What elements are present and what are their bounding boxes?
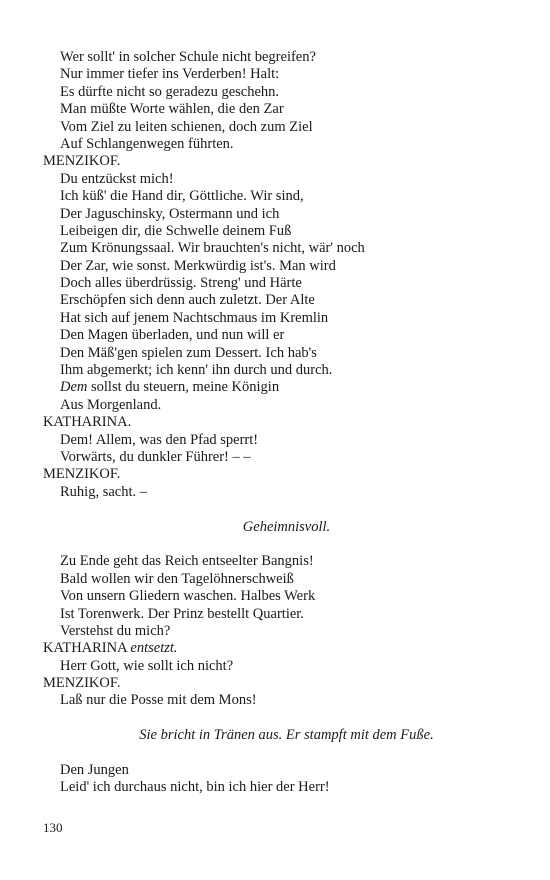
verse-line (43, 379, 513, 396)
speaker-name: KATHARINA. (43, 414, 132, 431)
drama-text (43, 49, 513, 797)
stage-direction: Sie bricht in Tränen aus. Er stampft mit dem Fuße. (139, 727, 434, 744)
verse-line: Den Jungen (60, 762, 129, 779)
verse-line: Bald wollen wir den Tagelöhnerschweiß (60, 570, 294, 587)
verse-line: Du entzückst mich! (60, 170, 174, 187)
verse-line: Leibeigen dir, die Schwelle deinem Fuß (60, 222, 292, 239)
verse-line: Vorwärts, du dunkler Führer! – – (60, 448, 251, 465)
speaker-name: MENZIKOF. (43, 153, 121, 170)
verse-line: Der Jaguschinsky, Ostermann und ich (60, 205, 280, 222)
verse-line: Zu Ende geht das Reich entseelter Bangnis! (60, 553, 314, 570)
verse-line: Ruhig, sacht. – (60, 483, 147, 500)
verse-line: Man müßte Worte wählen, die den Zar (60, 101, 284, 118)
stage-direction: Geheimnisvoll. (242, 518, 331, 535)
verse-line: Leid' ich durchaus nicht, bin ich hier der Herr! (60, 779, 330, 796)
verse-line: Der Zar, wie sonst. Merkwürdig ist's. Man wird (60, 257, 336, 274)
speaker-with-direction (43, 640, 513, 657)
blank-line (43, 745, 513, 762)
verse-line: Verstehst du mich? (60, 622, 171, 639)
verse-line: Herr Gott, wie sollt ich nicht? (60, 657, 234, 674)
verse-line: Ihm abgemerkt; ich kenn' ihn durch und durch. (60, 362, 333, 379)
blank-line (43, 501, 513, 518)
verse-line: Von unsern Gliedern waschen. Halbes Werk (60, 588, 316, 605)
verse-line: Wer sollt' in solcher Schule nicht begreifen? (60, 49, 316, 65)
verse-line: Vom Ziel zu leiten schienen, doch zum Ziel (60, 118, 313, 135)
verse-line: Hat sich auf jenem Nachtschmaus im Kremlin (60, 309, 329, 326)
inline-stage-direction: entsetzt. (130, 640, 178, 657)
verse-line: Es dürfte nicht so geradezu geschehn. (60, 83, 280, 100)
page-number: 130 (43, 820, 63, 835)
verse-line: Doch alles überdrüssig. Streng' und Härte (60, 275, 302, 292)
verse-line-rest: sollst du steuern, meine Königin (91, 379, 280, 396)
verse-line: Auf Schlangenwegen führten. (60, 135, 234, 152)
emphasis-word: Dem (60, 379, 88, 396)
verse-line: Aus Morgenland. (60, 396, 162, 413)
blank-line (43, 536, 513, 553)
verse-line: Ich küß' die Hand dir, Göttliche. Wir sind, (60, 188, 304, 205)
speaker-name: MENZIKOF. (43, 466, 121, 483)
verse-line: Laß nur die Posse mit dem Mons! (60, 692, 257, 709)
verse-line: Ist Torenwerk. Der Prinz bestellt Quartier. (60, 605, 304, 622)
verse-line: Dem! Allem, was den Pfad sperrt! (60, 431, 259, 448)
speaker-name: MENZIKOF. (43, 675, 121, 692)
verse-line: Den Mäß'gen spielen zum Dessert. Ich hab's (60, 344, 317, 361)
verse-line: Den Magen überladen, und nun will er (60, 327, 285, 344)
verse-line: Erschöpfen sich denn auch zuletzt. Der Alte (60, 292, 315, 309)
speaker-name: KATHARINA (43, 640, 127, 657)
blank-line (43, 710, 513, 727)
verse-line: Zum Krönungssaal. Wir brauchten's nicht, wär' noch (60, 240, 365, 257)
verse-line: Nur immer tiefer ins Verderben! Halt: (60, 66, 280, 83)
